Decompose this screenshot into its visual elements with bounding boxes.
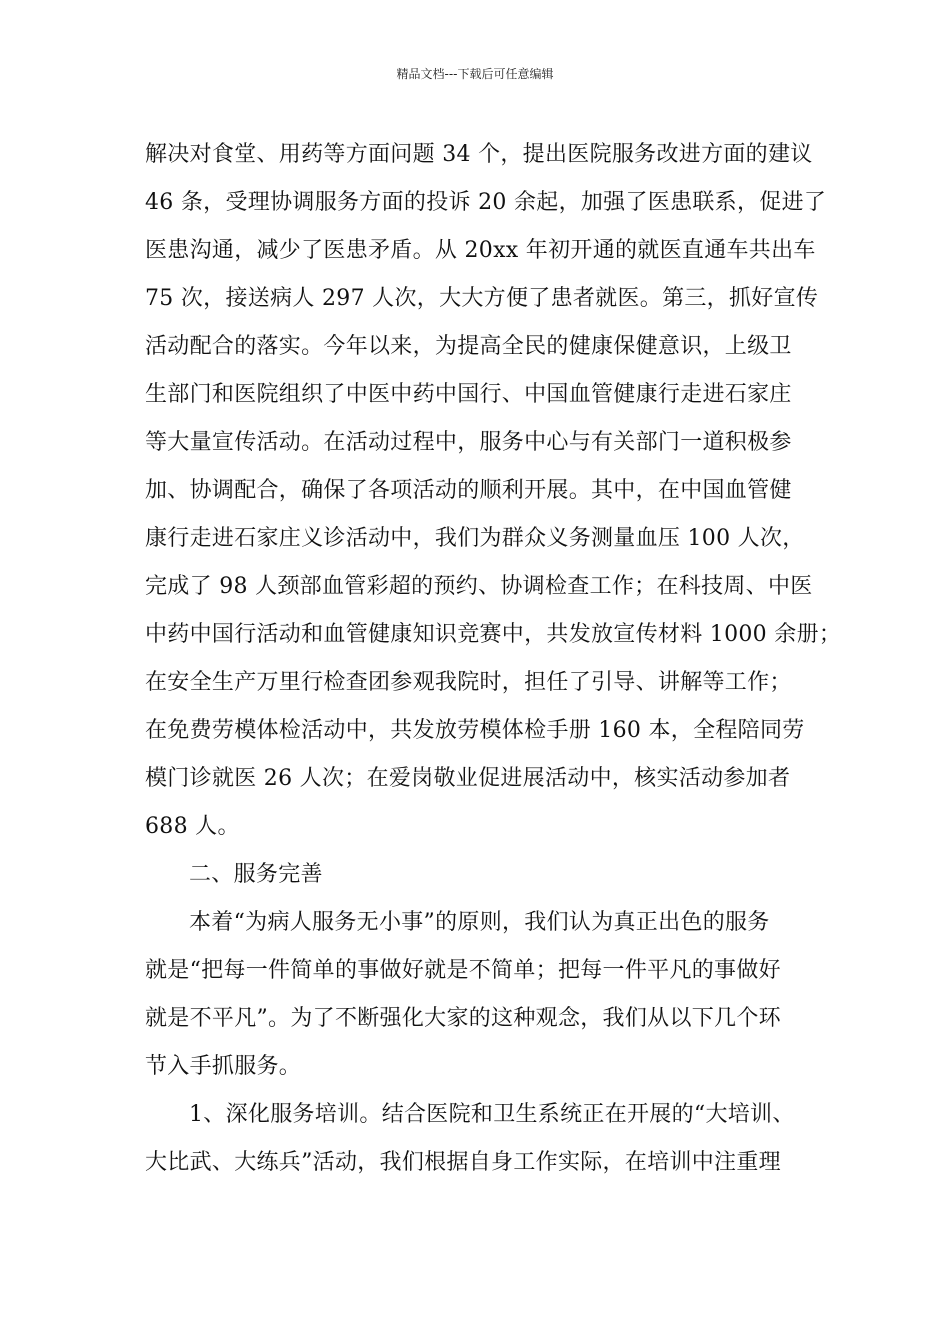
text-line: 就是不平凡”。为了不断强化大家的这种观念，我们从以下几个环 [145,1006,781,1031]
text-line: 康行走进石家庄义诊活动中，我们为群众义务测量血压 100 人次， [145,526,805,551]
text-line: 688 人。 [145,814,240,839]
text-line: 在安全生产万里行检查团参观我院时，担任了引导、讲解等工作； [145,670,792,695]
document-body [145,131,842,1187]
text-line: 在免费劳模体检活动中，共发放劳模体检手册 160 本，全程陪同劳 [145,718,805,743]
text-line: 医患沟通，减少了医患矛盾。从 20xx 年初开通的就医直通车共出车 [145,238,816,263]
section-heading: 二、服务完善 [189,862,323,887]
page-header: 精品文档---下载后可任意编辑 [396,67,554,81]
text-line: 中药中国行活动和血管健康知识竞赛中，共发放宣传材料 1000 余册； [145,622,842,647]
text-line: 等大量宣传活动。在活动过程中，服务中心与有关部门一道积极参 [145,430,792,455]
text-line: 大比武、大练兵”活动，我们根据自身工作实际，在培训中注重理 [145,1150,781,1175]
text-line: 解决对食堂、用药等方面问题 34 个，提出医院服务改进方面的建议 [145,142,813,167]
text-line: 模门诊就医 26 人次；在爱岗敬业促进展活动中，核实活动参加者 [145,766,791,791]
text-line: 就是“把每一件简单的事做好就是不简单；把每一件平凡的事做好 [145,958,781,983]
text-line: 46 条，受理协调服务方面的投诉 20 余起，加强了医患联系，促进了 [145,190,827,215]
text-line: 生部门和医院组织了中医中药中国行、中国血管健康行走进石家庄 [145,382,792,407]
text-line: 1、深化服务培训。结合医院和卫生系统正在开展的“大培训、 [189,1102,795,1127]
text-line: 75 次，接送病人 297 人次，大大方便了患者就医。第三，抓好宣传 [145,286,819,311]
text-line: 本着“为病人服务无小事”的原则，我们认为真正出色的服务 [189,910,770,935]
text-line: 加、协调配合，确保了各项活动的顺利开展。其中，在中国血管健 [145,478,792,503]
text-line: 完成了 98 人颈部血管彩超的预约、协调检查工作；在科技周、中医 [145,574,813,599]
text-line: 节入手抓服务。 [145,1054,302,1079]
text-line: 活动配合的落实。今年以来，为提高全民的健康保健意识，上级卫 [145,334,792,359]
